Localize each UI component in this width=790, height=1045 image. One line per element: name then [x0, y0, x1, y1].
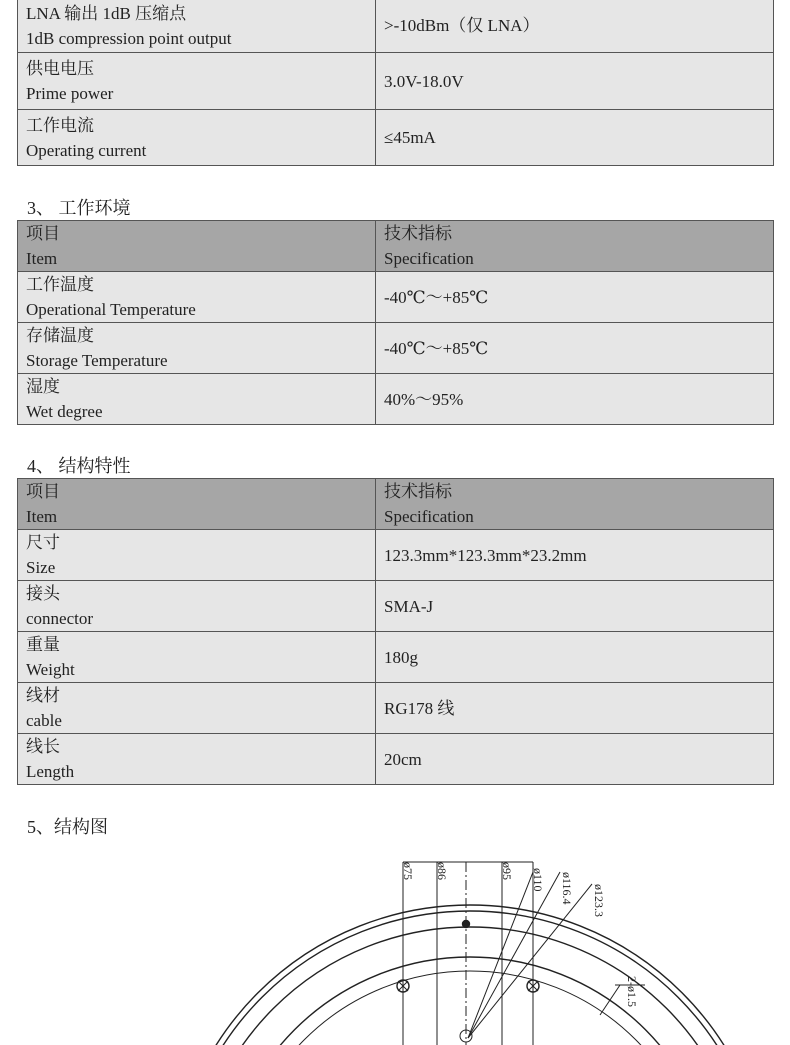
dimension-label: ø86 — [435, 862, 449, 880]
leader-line — [600, 985, 620, 1015]
dimension-label: 2-ø1.5 — [625, 976, 639, 1007]
item-cell — [18, 581, 376, 632]
dimension-label: ø116.4 — [560, 872, 574, 905]
item-en: Weight — [26, 660, 75, 679]
item-cell — [18, 110, 376, 166]
table-row — [18, 734, 774, 785]
header-item-cell — [18, 221, 376, 272]
header-spec-zh: 技术指标 — [384, 482, 452, 501]
power-spec-table — [17, 0, 774, 166]
item-cell — [18, 0, 376, 53]
header-item-zh: 项目 — [26, 224, 60, 243]
dimension-label: ø110 — [531, 868, 545, 892]
value-cell: 40%～95% — [376, 374, 774, 425]
item-cell — [18, 53, 376, 110]
table-row — [18, 374, 774, 425]
structure-drawing — [0, 850, 790, 1045]
item-zh: 供电电压 — [26, 59, 94, 78]
header-item-en: Item — [26, 249, 58, 268]
value-cell: 123.3mm*123.3mm*23.2mm — [376, 530, 774, 581]
environment-table — [17, 220, 774, 425]
section-title: 3、 工作环境 — [27, 198, 131, 218]
table-row — [18, 530, 774, 581]
item-zh: LNA 输出 1dB 压缩点 — [26, 3, 187, 23]
section-title: 4、 结构特性 — [27, 456, 131, 476]
table-header-row — [18, 479, 774, 530]
header-spec-zh: 技术指标 — [384, 224, 452, 243]
item-cell — [18, 683, 376, 734]
item-en: Operational Temperature — [26, 300, 196, 319]
value-cell: ≤45mA — [376, 110, 774, 166]
item-cell — [18, 530, 376, 581]
section-title: 5、结构图 — [27, 817, 108, 837]
item-zh: 工作电流 — [26, 115, 94, 135]
table-row — [18, 272, 774, 323]
table-row — [18, 110, 774, 166]
table-row — [18, 683, 774, 734]
value-cell: 20cm — [376, 734, 774, 785]
table-header-row — [18, 221, 774, 272]
item-en: Operating current — [26, 140, 147, 160]
value-cell: 180g — [376, 632, 774, 683]
value-cell: -40℃～+85℃ — [376, 272, 774, 323]
value-cell: >-10dBm（仅 LNA） — [376, 0, 774, 53]
outline-circle-outer — [170, 905, 770, 1045]
table-row — [18, 0, 774, 53]
item-zh: 接头 — [26, 584, 60, 603]
table-row — [18, 53, 774, 110]
item-zh: 工作温度 — [26, 275, 94, 294]
item-zh: 线长 — [26, 737, 60, 756]
outline-circle — [192, 927, 748, 1045]
item-en: Length — [26, 762, 75, 781]
item-en: Prime power — [26, 84, 114, 103]
leader-line — [468, 872, 533, 1038]
value-cell: 3.0V-18.0V — [376, 53, 774, 110]
dimension-label: ø75 — [401, 862, 415, 880]
table-row — [18, 632, 774, 683]
value-cell: SMA-J — [376, 581, 774, 632]
item-en: 1dB compression point output — [26, 28, 232, 48]
structure-table — [17, 478, 774, 785]
value-cell: -40℃～+85℃ — [376, 323, 774, 374]
item-zh: 存储温度 — [26, 326, 94, 345]
outline-circle — [176, 911, 764, 1045]
item-en: connector — [26, 609, 94, 628]
item-en: Storage Temperature — [26, 351, 168, 370]
value-cell: RG178 线 — [376, 683, 774, 734]
header-item-zh: 项目 — [26, 482, 60, 501]
centre-hole — [463, 921, 470, 928]
item-en: Wet degree — [26, 402, 103, 421]
table-row — [18, 323, 774, 374]
item-cell — [18, 632, 376, 683]
leader-line — [468, 884, 592, 1038]
item-cell — [18, 734, 376, 785]
header-item-cell — [18, 479, 376, 530]
header-spec-en: Specification — [384, 249, 474, 268]
dimension-label: ø95 — [500, 862, 514, 880]
item-cell — [18, 272, 376, 323]
leader-line — [468, 872, 560, 1038]
dimension-label: ø123.3 — [592, 884, 606, 917]
item-zh: 尺寸 — [26, 533, 60, 552]
item-cell — [18, 323, 376, 374]
header-spec-cell — [376, 221, 774, 272]
item-zh: 湿度 — [26, 377, 60, 396]
header-spec-en: Specification — [384, 507, 474, 526]
item-zh: 重量 — [26, 635, 60, 654]
header-spec-cell — [376, 479, 774, 530]
item-en: Size — [26, 558, 56, 577]
table-row — [18, 581, 774, 632]
item-cell — [18, 374, 376, 425]
item-zh: 线材 — [26, 686, 60, 705]
header-item-en: Item — [26, 507, 58, 526]
item-en: cable — [26, 711, 62, 730]
